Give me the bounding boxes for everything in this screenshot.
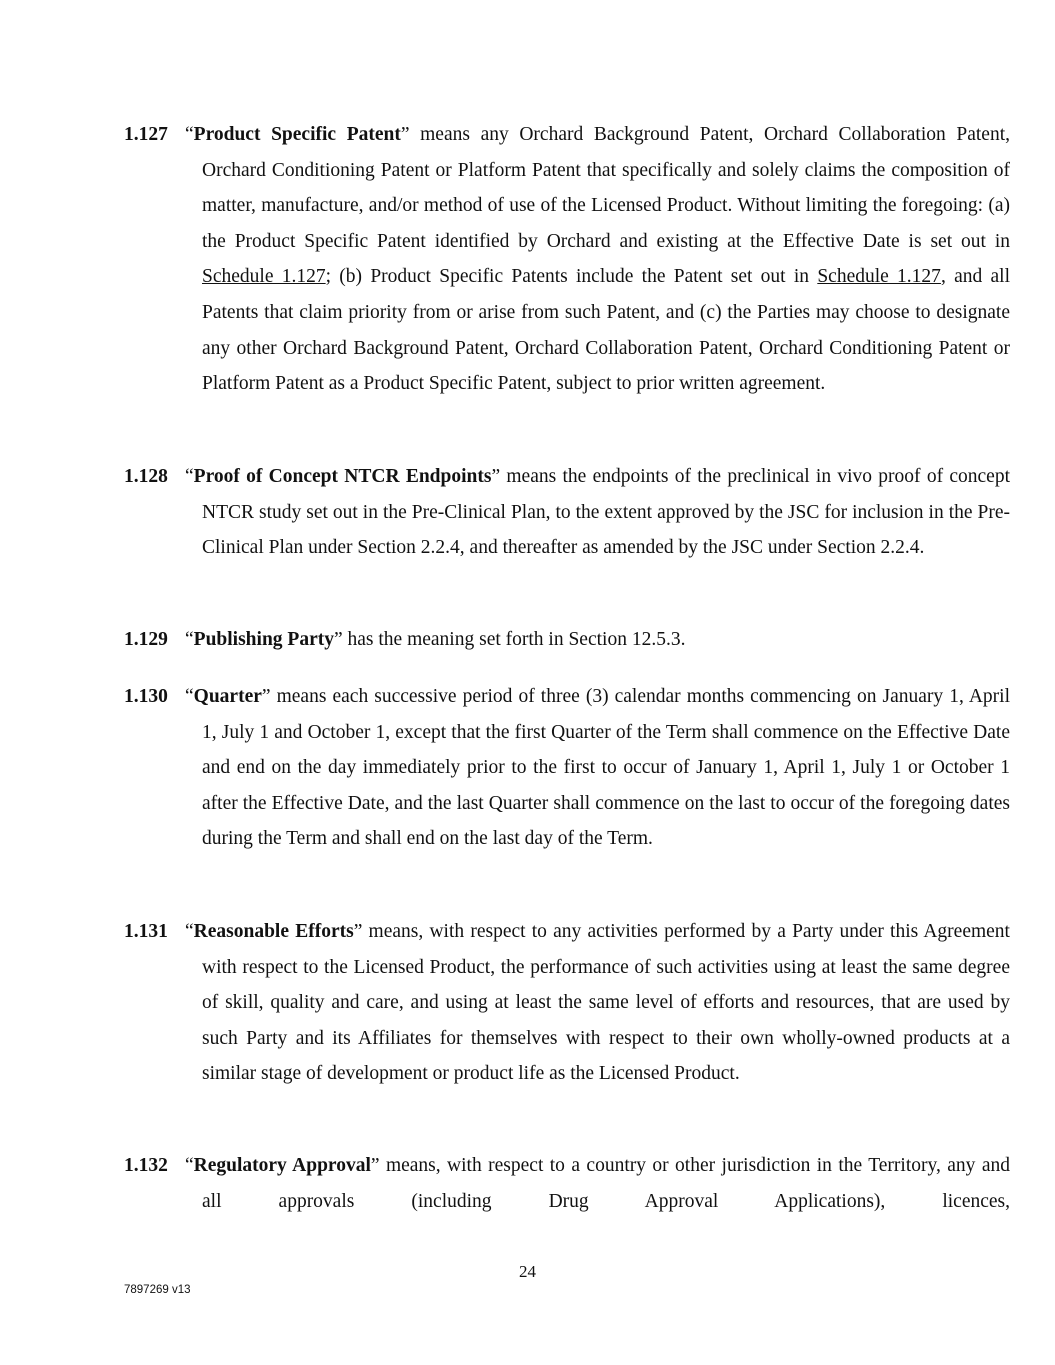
- schedule-reference: Schedule 1.127: [202, 266, 326, 288]
- clause-1-129: 1.129 “Publishing Party” has the meaning set forth in Section 12.5.3.: [124, 622, 1010, 658]
- clause-text: means, with respect to any activities performed by a Party under this Agreement with respect to the Licensed Product, the performance of such activities using at least the same degree of skill, quality and care, and using at least the same level of efforts and resources, that are used by such Party and its Affiliates for themselves with respect to their own wholly-owned products at a similar stage of development or product life as the Licensed Product.: [202, 921, 1010, 1085]
- clause-text: means, with respect to a country or other jurisdiction in the Territory, any and all approvals (including Drug Approval Applications), licences,: [202, 1155, 1010, 1212]
- clause-number: 1.131: [124, 921, 168, 942]
- clause-text: has the meaning set forth in Section 12.5.3.: [342, 629, 686, 650]
- clause-1-131: 1.131 “Reasonable Efforts” means, with respect to any activities performed by a Party under this Agreement with respect to the Licensed Product, the performance of such activities using at least the same degree of skill, quality and care, and using at least the same level of efforts and resources, that are used by such Party and its Affiliates for themselves with respect to their own wholly-owned products at a similar stage of development or product life as the Licensed Product.: [124, 914, 1010, 1092]
- clause-1-128: 1.128 “Proof of Concept NTCR Endpoints” means the endpoints of the preclinical in vivo proof of concept NTCR study set out in the Pre-Clinical Plan, to the extent approved by the JSC for inclusion in the Pre-Clinical Plan under Section 2.2.4, and thereafter as amended by the JSC under Section 2.2.4.: [124, 459, 1010, 566]
- clause-text: , and all Patents that claim priority from or arise from such Patent, and (c) the Parties may choose to designate any other Orchard Background Patent, Orchard Collaboration Patent, Orchard Conditioning Patent or Platform Patent as a Product Specific Patent, subject to prior written agreement.: [202, 266, 1010, 395]
- clause-text: means the endpoints of the preclinical in vivo proof of concept NTCR study set out in the Pre-Clinical Plan, to the extent approved by the JSC for inclusion in the Pre-Clinical Plan under Section 2.2.4, and thereafter as amended by the JSC under Section 2.2.4.: [202, 466, 1010, 559]
- schedule-reference: Schedule 1.127: [817, 266, 941, 288]
- clause-text: means each successive period of three (3) calendar months commencing on January 1, April 1, July 1 and October 1, except that the first Quarter of the Term shall commence on the Effective Date and end on the day immediately prior to the first to occur of January 1, April 1, July 1 or October 1 after the Effective Date, and the last Quarter shall commence on the last to occur of the foregoing dates during the Term and shall end on the last day of the Term.: [202, 686, 1010, 850]
- defined-term: Quarter: [193, 686, 262, 707]
- clause-1-127: 1.127 “Product Specific Patent” means any Orchard Background Patent, Orchard Collaboration Patent, Orchard Conditioning Patent or Platform Patent that specifically and solely claims the composition of matter, manufacture, and/or method of use of the Licensed Product. Without limiting the foregoing: (a) the Product Specific Patent identified by Orchard and existing at the Effective Date is set out in Schedule 1.127; (b) Product Specific Patents include the Patent set out in Schedule 1.127, and all Patents that claim priority from or arise from such Patent, and (c) the Parties may choose to designate any other Orchard Background Patent, Orchard Collaboration Patent, Orchard Conditioning Patent or Platform Patent as a Product Specific Patent, subject to prior written agreement.: [124, 117, 1010, 402]
- clause-number: 1.128: [124, 466, 168, 487]
- clause-number: 1.127: [124, 124, 168, 145]
- defined-term: Publishing Party: [193, 629, 334, 650]
- defined-term: Regulatory Approval: [193, 1155, 371, 1176]
- clause-number: 1.132: [124, 1155, 168, 1176]
- document-id: 7897269 v13: [124, 1284, 191, 1296]
- clause-number: 1.130: [124, 686, 168, 707]
- defined-term: Proof of Concept NTCR Endpoints: [193, 466, 492, 487]
- defined-term: Reasonable Efforts: [193, 921, 354, 942]
- defined-term: Product Specific Patent: [193, 124, 401, 145]
- clause-text: means any Orchard Background Patent, Orchard Collaboration Patent, Orchard Conditioning Patent or Platform Patent that specifically and solely claims the composition of matter, manufacture, and/or method of use of the Licensed Product. Without limiting the foregoing: (a) the Product Specific Patent identified by Orchard and existing at the Effective Date is set out in: [202, 124, 1010, 252]
- page-number: 24: [519, 1262, 536, 1281]
- clause-1-130: 1.130 “Quarter” means each successive period of three (3) calendar months commencing on January 1, April 1, July 1 and October 1, except that the first Quarter of the Term shall commence on the Effective Date and end on the day immediately prior to the first to occur of January 1, April 1, July 1 or October 1 after the Effective Date, and the last Quarter shall commence on the last to occur of the foregoing dates during the Term and shall end on the last day of the Term.: [124, 679, 1010, 857]
- clause-number: 1.129: [124, 629, 168, 650]
- clause-text: ; (b) Product Specific Patents include the Patent set out in: [325, 266, 818, 288]
- clause-1-132: 1.132 “Regulatory Approval” means, with respect to a country or other jurisdiction in the Territory, any and all approvals (including Drug Approval Applications), licences,: [124, 1148, 1010, 1219]
